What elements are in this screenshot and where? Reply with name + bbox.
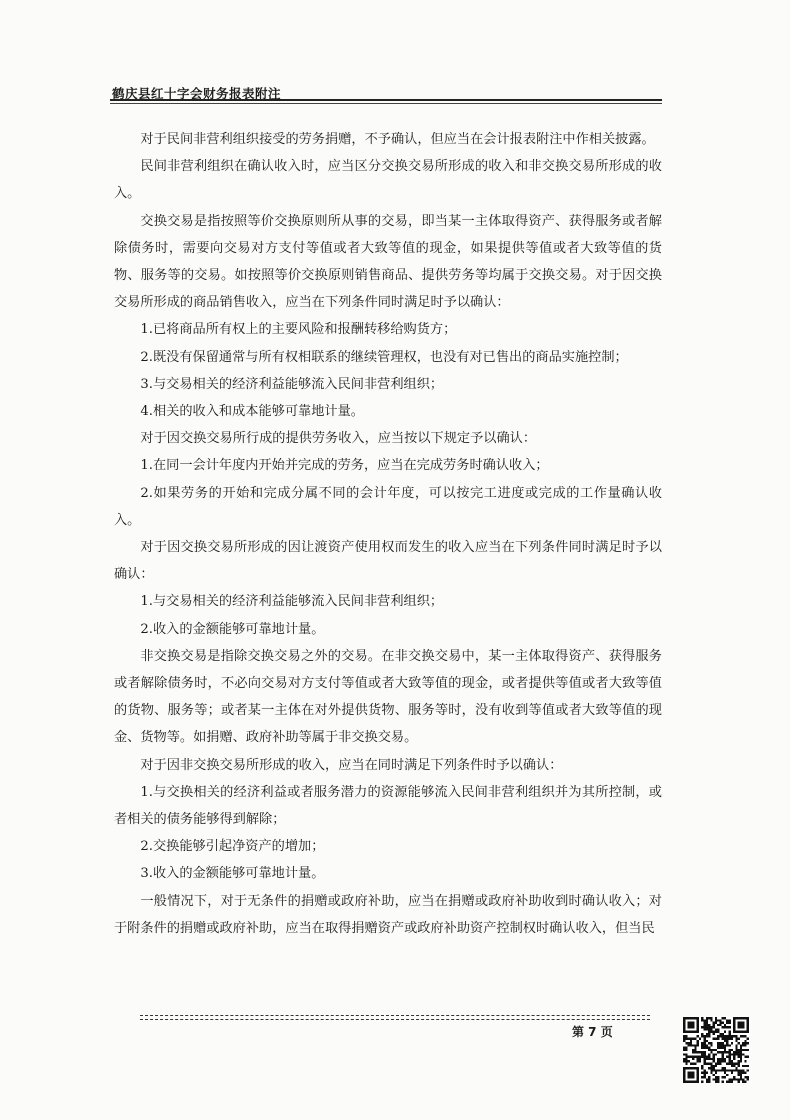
- paragraph: 交换交易是指按照等价交换原则所从事的交易，即当某一主体取得资产、获得服务或者解除债务时，需要向交易对方支付等值或者大致等值的现金，如果提供等值或者大致等值的货物、服务等的交易。如按照等价交换原则销售商品、提供劳务等均属于交换交易。对于因交换交易所形成的商品销售收入，应当在下列条件同时满足时予以确认：: [114, 213, 662, 311]
- header-rule: [110, 99, 662, 101]
- paragraph: 一般情况下，对于无条件的捐赠或政府补助，应当在捐赠或政府补助收到时确认收入；对于附条件的捐赠或政府补助，应当在取得捐赠资产或政府补助资产控制权时确认收入，但当民: [114, 893, 662, 936]
- list-item: 2.收入的金额能够可靠地计量。: [140, 621, 325, 637]
- list-item: 2.交换能够引起净资产的增加；: [140, 839, 325, 855]
- paragraph: 对于因交换交易所形成的因让渡资产使用权而发生的收入应当在下列条件同时满足时予以确认：: [114, 540, 662, 583]
- paragraph: 对于民间非营利组织接受的劳务捐赠，不予确认，但应当在会计报表附注中作相关披露。: [140, 132, 655, 147]
- list-item: 1.在同一会计年度内开始并完成的劳务，应当在完成劳务时确认收入；: [140, 458, 549, 474]
- qr-code-icon: [683, 1017, 749, 1083]
- list-item: 2.既没有保留通常与所有权相联系的继续管理权，也没有对已售出的商品实施控制；: [140, 349, 628, 365]
- document-header-title: 鹤庆县红十字会财务报表附注: [112, 86, 282, 101]
- footer-rule-lower: [140, 1019, 650, 1020]
- list-item: 4.相关的收入和成本能够可靠地计量。: [140, 404, 364, 420]
- list-item: 2.如果劳务的开始和完成分属不同的会计年度，可以按完工进度或完成的工作量确认收入。: [114, 485, 662, 528]
- paragraph: 对于因非交换交易所形成的收入，应当在同时满足下列条件时予以确认：: [140, 757, 563, 773]
- paragraph: 民间非营利组织在确认收入时，应当区分交换交易所形成的收入和非交换交易所形成的收入。: [114, 159, 662, 202]
- list-item: 3.与交易相关的经济利益能够流入民间非营利组织；: [140, 376, 444, 392]
- document-body: [114, 126, 662, 942]
- list-item: 1.与交易相关的经济利益能够流入民间非营利组织；: [140, 594, 444, 610]
- footer-rule: [140, 1015, 650, 1016]
- list-item: 3.收入的金额能够可靠地计量。: [140, 866, 325, 882]
- paragraph: 非交换交易是指除交换交易之外的交易。在非交换交易中，某一主体取得资产、获得服务或者解除债务时，不必向交易对方支付等值或者大致等值的现金，或者提供等值或者大致等值的货物、服务等；或者某一主体在对外提供货物、服务等时，没有收到等值或者大致等值的现金、货物等。如捐赠、政府补助等属于非交换交易。: [114, 648, 662, 746]
- paragraph: 对于因交换交易所行成的提供劳务收入，应当按以下规定予以确认：: [140, 431, 537, 447]
- list-item: 1.与交换相关的经济利益或者服务潜力的资源能够流入民间非营利组织并为其所控制，或者相关的债务能够得到解除；: [114, 784, 662, 828]
- page-number: 第 7 页: [572, 1025, 613, 1039]
- header-rule-thin: [110, 103, 662, 104]
- list-item: 1.已将商品所有权上的主要风险和报酬转移给购货方；: [140, 322, 457, 338]
